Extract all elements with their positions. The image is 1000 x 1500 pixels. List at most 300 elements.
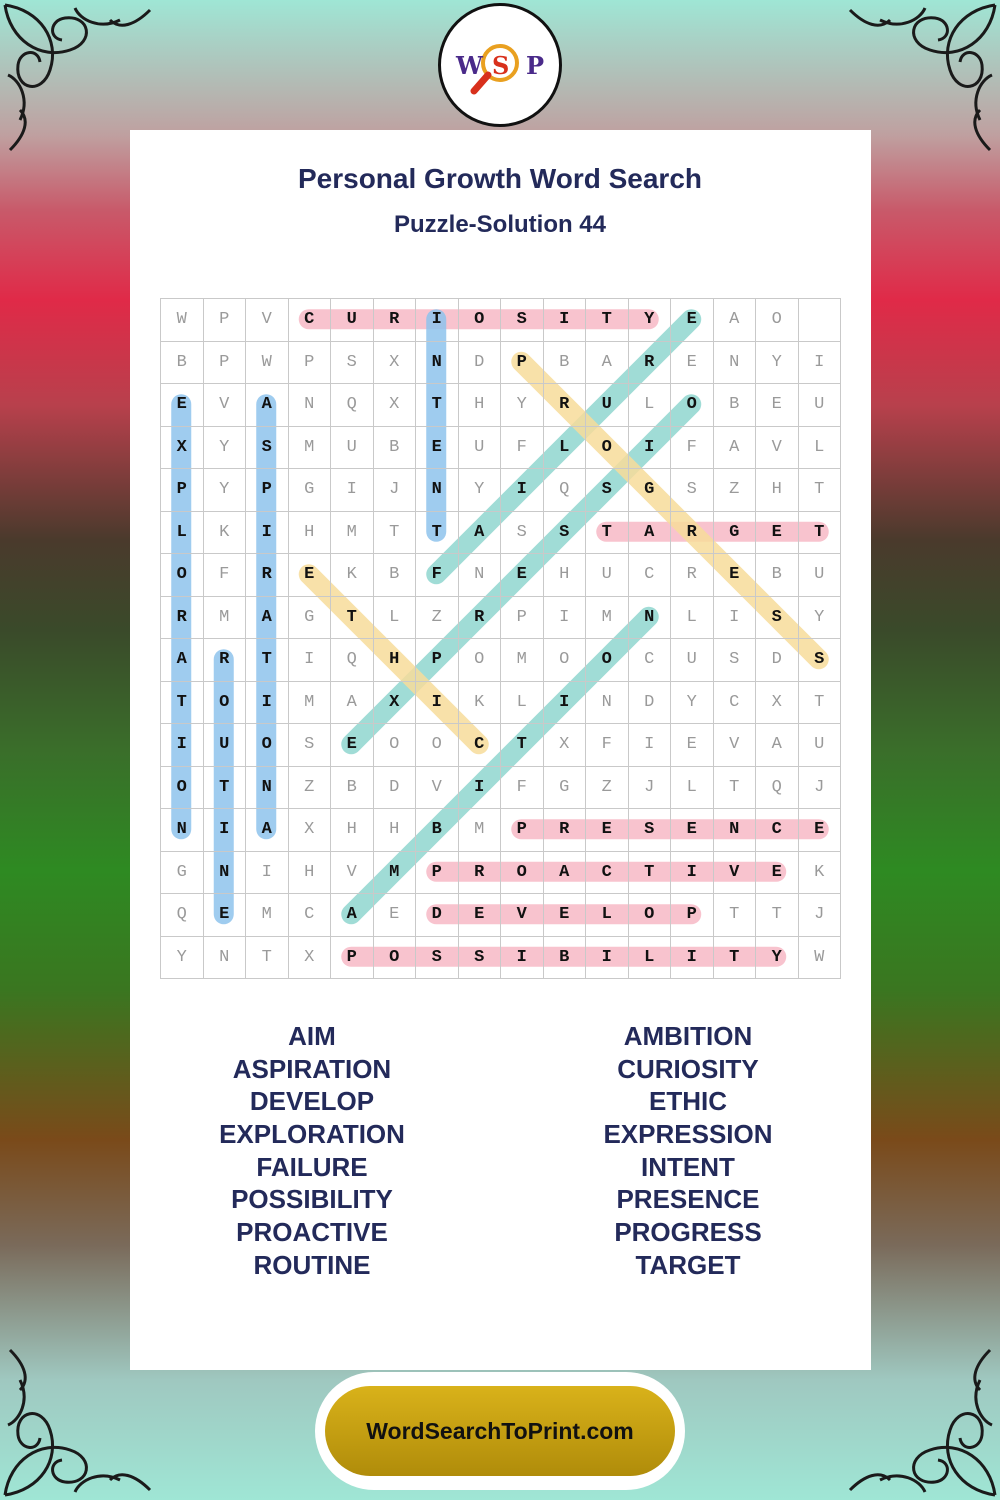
grid-cell: A bbox=[246, 809, 289, 852]
grid-row bbox=[161, 554, 841, 597]
grid-cell: C bbox=[288, 894, 331, 937]
grid-cell: U bbox=[458, 426, 501, 469]
grid-cell: L bbox=[671, 766, 714, 809]
grid-cell: O bbox=[543, 639, 586, 682]
grid-cell: B bbox=[543, 341, 586, 384]
grid-cell: I bbox=[246, 851, 289, 894]
grid-cell: K bbox=[203, 511, 246, 554]
grid-cell: O bbox=[416, 724, 459, 767]
grid-cell: K bbox=[331, 554, 374, 597]
grid-cell: A bbox=[331, 894, 374, 937]
grid-cell: E bbox=[586, 809, 629, 852]
grid-cell: X bbox=[161, 426, 204, 469]
grid-cell: R bbox=[203, 639, 246, 682]
grid-cell bbox=[798, 299, 841, 342]
word-list-item: POSSIBILITY bbox=[231, 1184, 393, 1215]
grid-cell: L bbox=[586, 894, 629, 937]
grid-cell: T bbox=[713, 894, 756, 937]
logo-letter-p: P bbox=[526, 51, 545, 80]
grid-cell: T bbox=[798, 681, 841, 724]
grid-cell: S bbox=[501, 511, 544, 554]
grid-cell: E bbox=[458, 894, 501, 937]
grid-cell: X bbox=[543, 724, 586, 767]
grid-cell: T bbox=[713, 936, 756, 979]
grid-cell: X bbox=[373, 681, 416, 724]
grid-row bbox=[161, 469, 841, 512]
grid-cell: I bbox=[458, 766, 501, 809]
grid-cell: I bbox=[203, 809, 246, 852]
grid-cell: N bbox=[458, 554, 501, 597]
word-list-item: INTENT bbox=[641, 1151, 735, 1182]
grid-cell: H bbox=[458, 384, 501, 427]
grid-cell: R bbox=[628, 341, 671, 384]
grid-cell: Y bbox=[756, 341, 799, 384]
footer-banner bbox=[315, 1372, 685, 1490]
grid-cell: Q bbox=[161, 894, 204, 937]
grid-cell: L bbox=[501, 681, 544, 724]
grid-cell: L bbox=[798, 426, 841, 469]
grid-cell: E bbox=[161, 384, 204, 427]
grid-cell: I bbox=[628, 724, 671, 767]
grid-cell: S bbox=[798, 639, 841, 682]
grid-cell: S bbox=[331, 341, 374, 384]
grid-cell: E bbox=[798, 809, 841, 852]
grid-cell: J bbox=[798, 894, 841, 937]
grid-cell: F bbox=[203, 554, 246, 597]
grid-cell: Y bbox=[501, 384, 544, 427]
word-list-item: AMBITION bbox=[623, 1021, 753, 1051]
grid-cell: L bbox=[161, 511, 204, 554]
grid-cell: P bbox=[203, 299, 246, 342]
grid-row bbox=[161, 341, 841, 384]
grid-cell: O bbox=[586, 426, 629, 469]
grid-cell: I bbox=[501, 936, 544, 979]
grid-cell: T bbox=[713, 766, 756, 809]
grid-cell: O bbox=[246, 724, 289, 767]
grid-cell: I bbox=[416, 681, 459, 724]
grid-cell: F bbox=[501, 766, 544, 809]
grid-cell: C bbox=[713, 681, 756, 724]
grid-cell: Y bbox=[458, 469, 501, 512]
grid-cell: D bbox=[458, 341, 501, 384]
logo-letter-s: S bbox=[492, 51, 510, 80]
grid-cell: N bbox=[628, 596, 671, 639]
grid-cell: E bbox=[543, 894, 586, 937]
grid-cell: B bbox=[756, 554, 799, 597]
grid-cell: T bbox=[246, 639, 289, 682]
page-title: Personal Growth Word Search bbox=[297, 163, 703, 194]
grid-cell: F bbox=[586, 724, 629, 767]
grid-cell: U bbox=[331, 426, 374, 469]
grid-cell: E bbox=[331, 724, 374, 767]
grid-row bbox=[161, 894, 841, 937]
grid-cell: E bbox=[756, 851, 799, 894]
grid-cell: Z bbox=[713, 469, 756, 512]
letter-grid bbox=[160, 298, 841, 979]
grid-cell: A bbox=[586, 341, 629, 384]
grid-cell: J bbox=[798, 766, 841, 809]
grid-cell: S bbox=[671, 469, 714, 512]
word-list-item: TARGET bbox=[635, 1249, 741, 1280]
grid-cell: U bbox=[798, 554, 841, 597]
grid-cell: I bbox=[798, 341, 841, 384]
grid-cell: G bbox=[288, 469, 331, 512]
grid-cell: S bbox=[501, 299, 544, 342]
grid-row bbox=[161, 639, 841, 682]
grid-cell: Q bbox=[331, 639, 374, 682]
grid-cell: B bbox=[543, 936, 586, 979]
grid-cell: R bbox=[671, 554, 714, 597]
grid-cell: W bbox=[798, 936, 841, 979]
grid-cell: M bbox=[458, 809, 501, 852]
grid-cell: S bbox=[416, 936, 459, 979]
grid-cell: I bbox=[331, 469, 374, 512]
grid-cell: R bbox=[458, 851, 501, 894]
grid-cell: R bbox=[543, 384, 586, 427]
grid-cell: P bbox=[416, 639, 459, 682]
grid-cell: B bbox=[373, 426, 416, 469]
grid-cell: E bbox=[671, 299, 714, 342]
grid-cell: Y bbox=[671, 681, 714, 724]
grid-cell: N bbox=[416, 469, 459, 512]
grid-row bbox=[161, 936, 841, 979]
grid-cell: R bbox=[373, 299, 416, 342]
grid-cell: G bbox=[543, 766, 586, 809]
grid-cell: Z bbox=[586, 766, 629, 809]
grid-row bbox=[161, 384, 841, 427]
grid-cell: H bbox=[756, 469, 799, 512]
grid-cell: K bbox=[458, 681, 501, 724]
grid-cell: I bbox=[543, 299, 586, 342]
grid-cell: O bbox=[628, 894, 671, 937]
grid-cell: S bbox=[756, 596, 799, 639]
grid-cell: T bbox=[416, 511, 459, 554]
grid-cell: N bbox=[586, 681, 629, 724]
grid-cell: S bbox=[628, 809, 671, 852]
grid-cell: I bbox=[671, 936, 714, 979]
grid-cell: U bbox=[331, 299, 374, 342]
grid-cell: M bbox=[288, 681, 331, 724]
grid-cell: I bbox=[246, 681, 289, 724]
grid-cell: T bbox=[416, 384, 459, 427]
grid-cell: T bbox=[586, 511, 629, 554]
grid-cell: N bbox=[246, 766, 289, 809]
grid-cell: S bbox=[543, 511, 586, 554]
grid-cell: I bbox=[288, 639, 331, 682]
word-list-item: PROGRESS bbox=[614, 1217, 762, 1248]
grid-cell: L bbox=[373, 596, 416, 639]
footer-link[interactable]: WordSearchToPrint.com bbox=[325, 1386, 675, 1476]
grid-cell: O bbox=[671, 384, 714, 427]
site-logo[interactable] bbox=[438, 3, 562, 127]
grid-cell: Y bbox=[203, 469, 246, 512]
grid-cell: P bbox=[501, 596, 544, 639]
grid-cell: I bbox=[586, 936, 629, 979]
grid-cell: V bbox=[713, 724, 756, 767]
grid-cell: W bbox=[161, 299, 204, 342]
grid-cell: S bbox=[246, 426, 289, 469]
grid-cell: T bbox=[798, 469, 841, 512]
grid-cell: R bbox=[246, 554, 289, 597]
grid-cell: B bbox=[331, 766, 374, 809]
grid-cell: O bbox=[203, 681, 246, 724]
grid-cell: Z bbox=[416, 596, 459, 639]
grid-cell: T bbox=[331, 596, 374, 639]
grid-cell: R bbox=[671, 511, 714, 554]
grid-cell: V bbox=[501, 894, 544, 937]
grid-cell: A bbox=[458, 511, 501, 554]
grid-cell: P bbox=[246, 469, 289, 512]
grid-cell: Q bbox=[331, 384, 374, 427]
grid-cell: H bbox=[331, 809, 374, 852]
grid-cell: N bbox=[203, 851, 246, 894]
word-list-item: FAILURE bbox=[256, 1151, 368, 1182]
grid-cell: Y bbox=[161, 936, 204, 979]
grid-cell: S bbox=[713, 639, 756, 682]
grid-cell: J bbox=[373, 469, 416, 512]
grid-cell: B bbox=[373, 554, 416, 597]
grid-cell: C bbox=[288, 299, 331, 342]
grid-cell: I bbox=[671, 851, 714, 894]
grid-cell: F bbox=[671, 426, 714, 469]
word-list-item: AIM bbox=[288, 1021, 336, 1051]
grid-cell: A bbox=[756, 724, 799, 767]
grid-cell: M bbox=[373, 851, 416, 894]
grid-cell: E bbox=[203, 894, 246, 937]
grid-cell: F bbox=[416, 554, 459, 597]
grid-cell: A bbox=[713, 426, 756, 469]
grid-cell: O bbox=[756, 299, 799, 342]
grid-cell: A bbox=[246, 384, 289, 427]
word-list-item: CURIOSITY bbox=[617, 1053, 759, 1084]
grid-cell: U bbox=[671, 639, 714, 682]
grid-row bbox=[161, 809, 841, 852]
grid-cell: E bbox=[671, 724, 714, 767]
grid-row bbox=[161, 724, 841, 767]
grid-cell: X bbox=[288, 809, 331, 852]
grid-cell: W bbox=[246, 341, 289, 384]
grid-cell: I bbox=[161, 724, 204, 767]
grid-cell: N bbox=[416, 341, 459, 384]
word-list-item: PROACTIVE bbox=[236, 1217, 388, 1248]
grid-cell: I bbox=[416, 299, 459, 342]
grid-cell: Z bbox=[288, 766, 331, 809]
grid-cell: O bbox=[586, 639, 629, 682]
grid-cell: P bbox=[671, 894, 714, 937]
grid-cell: V bbox=[756, 426, 799, 469]
grid-cell: I bbox=[543, 596, 586, 639]
grid-cell: G bbox=[713, 511, 756, 554]
grid-cell: T bbox=[628, 851, 671, 894]
grid-cell: C bbox=[628, 554, 671, 597]
word-list-item: PRESENCE bbox=[616, 1184, 760, 1215]
grid-cell: E bbox=[671, 341, 714, 384]
grid-cell: O bbox=[161, 766, 204, 809]
grid-cell: M bbox=[501, 639, 544, 682]
grid-row bbox=[161, 766, 841, 809]
grid-cell: P bbox=[203, 341, 246, 384]
grid-cell: U bbox=[798, 724, 841, 767]
grid-cell: M bbox=[586, 596, 629, 639]
grid-cell: I bbox=[713, 596, 756, 639]
grid-cell: E bbox=[501, 554, 544, 597]
grid-cell: O bbox=[373, 724, 416, 767]
grid-cell: F bbox=[501, 426, 544, 469]
grid-cell: V bbox=[416, 766, 459, 809]
word-list-left bbox=[162, 1020, 462, 1282]
grid-cell: R bbox=[161, 596, 204, 639]
grid-cell: H bbox=[373, 809, 416, 852]
grid-cell: X bbox=[373, 384, 416, 427]
grid-row bbox=[161, 851, 841, 894]
grid-cell: Q bbox=[543, 469, 586, 512]
grid-cell: Y bbox=[628, 299, 671, 342]
grid-cell: E bbox=[756, 511, 799, 554]
grid-cell: B bbox=[713, 384, 756, 427]
grid-cell: M bbox=[288, 426, 331, 469]
grid-cell: G bbox=[628, 469, 671, 512]
grid-cell: N bbox=[161, 809, 204, 852]
grid-cell: U bbox=[203, 724, 246, 767]
grid-cell: A bbox=[543, 851, 586, 894]
grid-cell: I bbox=[501, 469, 544, 512]
grid-cell: C bbox=[458, 724, 501, 767]
grid-cell: Y bbox=[203, 426, 246, 469]
grid-cell: O bbox=[501, 851, 544, 894]
grid-row bbox=[161, 426, 841, 469]
grid-cell: A bbox=[246, 596, 289, 639]
grid-cell: N bbox=[203, 936, 246, 979]
grid-cell: I bbox=[246, 511, 289, 554]
grid-cell: O bbox=[458, 639, 501, 682]
grid-cell: T bbox=[501, 724, 544, 767]
grid-cell: M bbox=[246, 894, 289, 937]
grid-cell: I bbox=[628, 426, 671, 469]
grid-cell: U bbox=[586, 384, 629, 427]
grid-cell: E bbox=[288, 554, 331, 597]
grid-cell: P bbox=[331, 936, 374, 979]
grid-cell: E bbox=[756, 384, 799, 427]
word-list-item: EXPLORATION bbox=[219, 1119, 405, 1150]
grid-cell: X bbox=[756, 681, 799, 724]
word-list-item: ROUTINE bbox=[253, 1249, 371, 1280]
grid-cell: I bbox=[543, 681, 586, 724]
grid-cell: T bbox=[373, 511, 416, 554]
grid-cell: C bbox=[756, 809, 799, 852]
grid-cell: V bbox=[246, 299, 289, 342]
grid-cell: X bbox=[288, 936, 331, 979]
grid-cell: H bbox=[373, 639, 416, 682]
grid-cell: U bbox=[798, 384, 841, 427]
grid-cell: K bbox=[798, 851, 841, 894]
grid-row bbox=[161, 511, 841, 554]
grid-cell: S bbox=[288, 724, 331, 767]
grid-cell: T bbox=[798, 511, 841, 554]
grid-cell: G bbox=[161, 851, 204, 894]
grid-cell: H bbox=[543, 554, 586, 597]
grid-cell: Y bbox=[756, 936, 799, 979]
grid-cell: C bbox=[628, 639, 671, 682]
grid-cell: V bbox=[331, 851, 374, 894]
grid-cell: D bbox=[628, 681, 671, 724]
word-list-item: EXPRESSION bbox=[603, 1119, 773, 1150]
grid-cell: E bbox=[373, 894, 416, 937]
grid-cell: L bbox=[628, 936, 671, 979]
grid-cell: S bbox=[586, 469, 629, 512]
grid-cell: V bbox=[713, 851, 756, 894]
grid-cell: R bbox=[458, 596, 501, 639]
page-subtitle: Puzzle-Solution 44 bbox=[393, 211, 606, 238]
grid-cell: A bbox=[161, 639, 204, 682]
grid-cell: B bbox=[161, 341, 204, 384]
grid-cell: H bbox=[288, 851, 331, 894]
grid-cell: T bbox=[203, 766, 246, 809]
grid-cell: P bbox=[288, 341, 331, 384]
word-search-grid bbox=[160, 298, 840, 978]
grid-cell: S bbox=[458, 936, 501, 979]
grid-cell: M bbox=[203, 596, 246, 639]
grid-cell: P bbox=[416, 851, 459, 894]
grid-cell: P bbox=[501, 341, 544, 384]
grid-cell: E bbox=[713, 554, 756, 597]
grid-cell: T bbox=[586, 299, 629, 342]
grid-cell: P bbox=[161, 469, 204, 512]
grid-cell: O bbox=[458, 299, 501, 342]
grid-cell: R bbox=[543, 809, 586, 852]
grid-cell: N bbox=[288, 384, 331, 427]
grid-cell: O bbox=[373, 936, 416, 979]
grid-cell: Q bbox=[756, 766, 799, 809]
grid-cell: U bbox=[586, 554, 629, 597]
logo-letter-w: W bbox=[456, 51, 483, 80]
word-list-item: DEVELOP bbox=[249, 1086, 375, 1117]
word-list-item: ETHIC bbox=[649, 1086, 727, 1117]
grid-cell: T bbox=[756, 894, 799, 937]
grid-row bbox=[161, 681, 841, 724]
grid-cell: N bbox=[713, 809, 756, 852]
word-list-right bbox=[538, 1020, 838, 1282]
grid-cell: B bbox=[416, 809, 459, 852]
grid-cell: O bbox=[161, 554, 204, 597]
grid-row bbox=[161, 596, 841, 639]
grid-cell: L bbox=[671, 596, 714, 639]
grid-cell: A bbox=[713, 299, 756, 342]
grid-cell: D bbox=[416, 894, 459, 937]
word-list-item: ASPIRATION bbox=[232, 1053, 392, 1084]
grid-cell: D bbox=[756, 639, 799, 682]
grid-cell: Y bbox=[798, 596, 841, 639]
grid-cell: A bbox=[628, 511, 671, 554]
grid-cell: C bbox=[586, 851, 629, 894]
grid-cell: N bbox=[713, 341, 756, 384]
grid-cell: A bbox=[331, 681, 374, 724]
grid-cell: L bbox=[628, 384, 671, 427]
grid-cell: T bbox=[246, 936, 289, 979]
grid-cell: P bbox=[501, 809, 544, 852]
grid-cell: L bbox=[543, 426, 586, 469]
grid-cell: G bbox=[288, 596, 331, 639]
grid-cell: T bbox=[161, 681, 204, 724]
grid-cell: H bbox=[288, 511, 331, 554]
grid-cell: V bbox=[203, 384, 246, 427]
grid-cell: M bbox=[331, 511, 374, 554]
grid-cell: E bbox=[416, 426, 459, 469]
grid-cell: X bbox=[373, 341, 416, 384]
grid-cell: J bbox=[628, 766, 671, 809]
grid-row bbox=[161, 299, 841, 342]
grid-cell: E bbox=[671, 809, 714, 852]
grid-cell: D bbox=[373, 766, 416, 809]
